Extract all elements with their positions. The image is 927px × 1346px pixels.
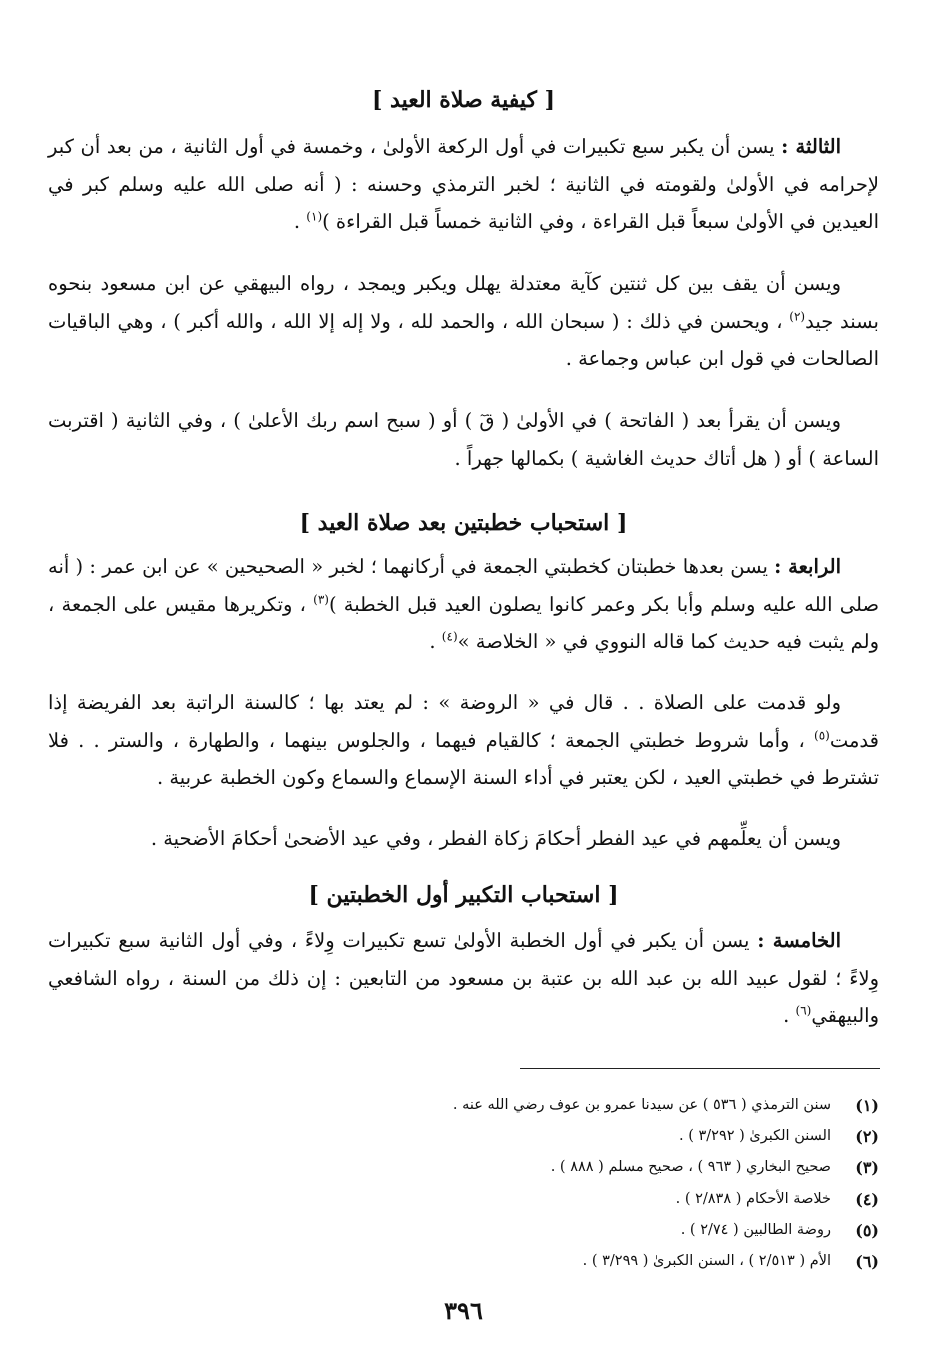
- paragraph-tail: ، وأما شروط خطبتي الجمعة ؛ كالقيام فيهما ، والجلوس بينهما ، والطهارة ، والستر . . فلا تشترط في خطبتي العيد ، لكن يعتبر في أداء السنة الإسماع والسماع وكون الخطبة عربية .: [48, 728, 879, 789]
- footnotes: [48, 1090, 879, 1277]
- paragraph-tail: ، ويحسن في ذلك : ( سبحان الله ، والحمد لله ، ولا إله إلا الله ، والله أكبر ) ، وهي الباقيات الصالحات في قول ابن عباس وجماعة .: [48, 309, 879, 370]
- footnote-divider: [520, 1068, 880, 1069]
- section-heading-takbir-sermons: [ استحباب التكبير أول الخطبتين ]: [308, 882, 619, 908]
- footnote-text: روضة الطالبين ( ٢/٧٤ ) .: [680, 1221, 831, 1238]
- paragraph-third: [48, 128, 879, 241]
- paragraph-text: يسن أن يكبر في أول الخطبة الأولىٰ تسع تكبيرات وِلاءً ، وفي أول الثانية سبع تكبيرات وِلاءً ؛ لقول عبيد الله بن عبد الله بن عتبة بن مسعود من التابعين : إن ذلك من السنة ، رواه الشافعي والبيهقي: [48, 929, 879, 1027]
- paragraph-text: يسن بعدها خطبتان كخطبتي الجمعة في أركانهما ؛ لخبر « الصحيحين » عن ابن عمر : ( أنه صلى الله عليه وسلم وأبا بكر وعمر كانوا يصلون العيد قبل الخطبة ): [48, 555, 880, 616]
- paragraph-text-continued: ، وتكريرها مقيس على الجمعة ، ولم يثبت فيه حديث كما قاله النووي في « الخلاصة »: [48, 592, 879, 653]
- paragraph-fourth: [48, 548, 879, 661]
- footnote-number: (٦): [855, 1252, 879, 1272]
- footnote-ref-1[interactable]: (١): [306, 209, 323, 224]
- paragraph-text: ويسن أن يعلِّمهم في عيد الفطر أحكامَ زكاة الفطر ، وفي عيد الأضحىٰ أحكامَ الأضحية .: [150, 827, 841, 850]
- paragraph-tail: .: [783, 1004, 796, 1027]
- footnote-2: [48, 1121, 879, 1152]
- footnote-ref-3[interactable]: (٣): [313, 592, 329, 606]
- paragraph-lead: الخامسة :: [757, 929, 841, 952]
- page-number: ٣٩٦: [444, 1296, 483, 1325]
- footnote-ref-5[interactable]: (٥): [814, 728, 830, 742]
- footnote-ref-4[interactable]: (٤): [441, 629, 458, 644]
- footnote-text: الأم ( ٢/٥١٣ ) ، السنن الكبرىٰ ( ٣/٢٩٩ ) .: [582, 1253, 831, 1270]
- footnote-4: [48, 1184, 879, 1215]
- paragraph-recitation: [48, 402, 879, 477]
- paragraph-pause-between-takbirs: [48, 265, 879, 378]
- section-heading-two-sermons: [ استحباب خطبتين بعد صلاة العيد ]: [299, 510, 628, 536]
- paragraph-lead: الرابعة :: [774, 555, 842, 578]
- paragraph-text: ولو قدمت على الصلاة . . قال في « الروضة » : لم يعتد بها ؛ كالسنة الراتبة بعد الفريضة إذا قدمت: [48, 691, 879, 752]
- footnote-number: (١): [855, 1096, 879, 1115]
- paragraph-tail: .: [429, 630, 442, 653]
- paragraph-sermon-before-prayer: [48, 684, 879, 797]
- paragraph-text: ويسن أن يقرأ بعد ( الفاتحة ) في الأولىٰ ( قٓ ) أو ( سبح اسم ربك الأعلىٰ ) ، وفي الثانية ( اقتربت الساعة ) أو ( هل أتاك حديث الغاشية ) بكمالها جهراً .: [48, 409, 879, 470]
- footnote-ref-6[interactable]: (٦): [795, 1003, 812, 1018]
- paragraph-teaching-rulings: [48, 820, 879, 858]
- footnote-number: (٥): [855, 1220, 879, 1240]
- footnote-text: السنن الكبرىٰ ( ٣/٢٩٢ ) .: [679, 1128, 831, 1145]
- footnote-text: صحيح البخاري ( ٩٦٣ ) ، صحيح مسلم ( ٨٨٨ ) .: [550, 1159, 831, 1176]
- footnote-3: [48, 1152, 879, 1183]
- footnote-1: [48, 1090, 879, 1121]
- footnote-number: (٢): [855, 1127, 879, 1147]
- footnote-6: [48, 1246, 879, 1277]
- footnote-number: (٤): [855, 1189, 879, 1209]
- footnote-text: خلاصة الأحكام ( ٢/٨٣٨ ) .: [675, 1190, 831, 1207]
- footnote-text: سنن الترمذي ( ٥٣٦ ) عن سيدنا عمرو بن عوف رضي الله عنه .: [452, 1097, 831, 1113]
- section-heading-eid-prayer: [ كيفية صلاة العيد ]: [371, 87, 556, 113]
- paragraph-lead: الثالثة :: [781, 135, 842, 158]
- footnote-ref-2[interactable]: (٢): [789, 309, 806, 323]
- footnote-number: (٣): [855, 1158, 879, 1178]
- paragraph-fifth: [48, 922, 879, 1035]
- paragraph-text: يسن أن يكبر سبع تكبيرات في أول الركعة الأولىٰ ، وخمسة في أول الثانية ، من بعد أن كبر لإحرامه في الأولىٰ ولقومته في الثانية ؛ لخبر الترمذي وحسنه : ( أنه صلى الله عليه وسلم كبر في العيدين في الأولىٰ سبعاً قبل القراءة ، وفي الثانية خمساً قبل القراءة ): [48, 135, 879, 233]
- paragraph-text: ويسن أن يقف بين كل ثنتين كآية معتدلة يهلل ويكبر ويمجد ، رواه البيهقي عن ابن مسعود بنحوه بسند جيد: [48, 272, 879, 333]
- paragraph-tail: .: [293, 210, 307, 233]
- footnote-5: [48, 1215, 879, 1246]
